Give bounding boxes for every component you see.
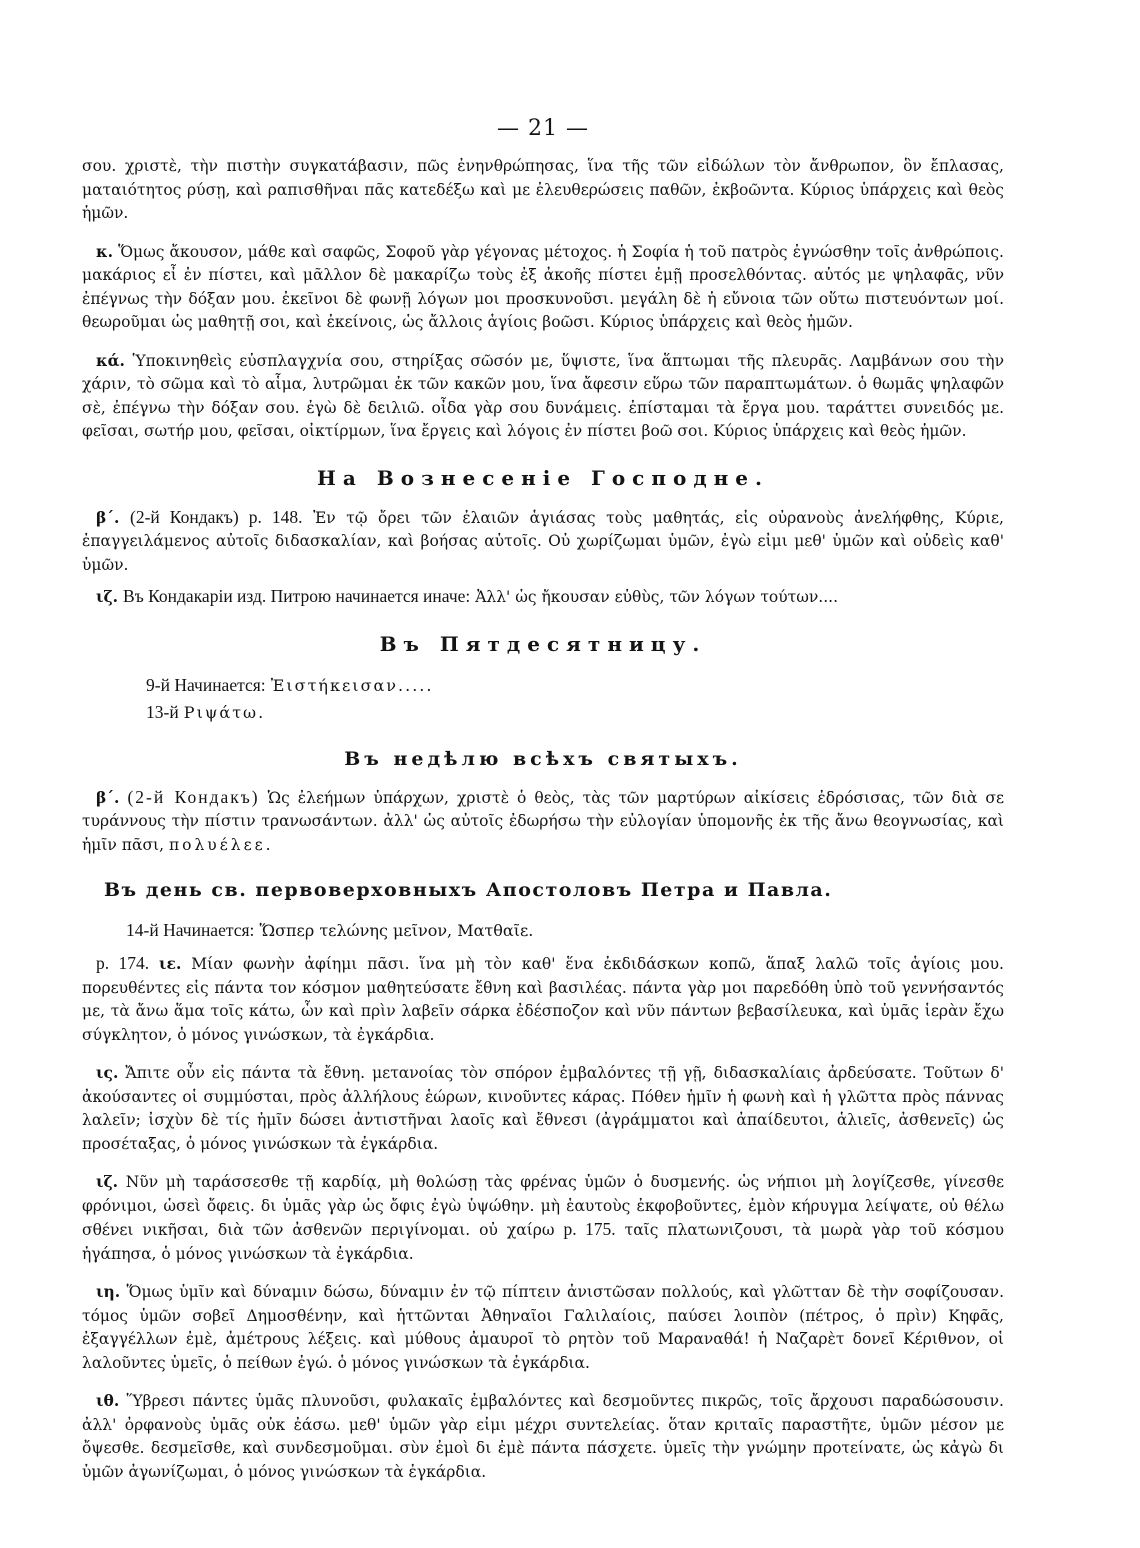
paragraph-text: Ὅμως ἄκουσον, μάθε καὶ σαφῶς, Σοφοῦ γὰρ γέγονας μέτοχος. ἡ Σοφία ἡ τοῦ πατρὸς ἐγνώσθην τοῖς ἀνθρώποις. μακάριος εἶ ἐν πίστει, καὶ μᾶλλον δὲ μακαρίζω τοὺς ἐξ ἀκοῆς πίστει ἐμῇ προσελθόντας. αὐτός με ψηλαφᾶς, νῦν ἐπέγνως τὴν δόξαν μου. ἐκεῖνοι δὲ φωνῇ λόγων μοι προσκυνοῦσι. μεγάλη δὲ ἡ εὔνοια τῶν οὕτω πιστευόντων μοί. θεωροῦμαι ὡς μαθητῇ σοι, καὶ ἐκείνοις, ὡς ἄλλοις ἁγίοις βοῶσι. Κύριος ὑπάρχεις καὶ θεὸς ἡμῶν. bbox=[82, 242, 1004, 331]
incipit-text: Ὥσπερ τελώνης μεῖνον, Ματθαῖε. bbox=[259, 921, 534, 940]
section-heading-apostles: Въ день св. первоверховныхъ Апостоловъ Петра и Павла. bbox=[104, 879, 833, 901]
paragraph-text-continued: ταῖς πλατωνιζουσι, τὰ μωρὰ γὰρ τοῦ κόσμου ἠγάπησα, ὁ μόνος γινώσκων τὰ ἐγκάρδια. bbox=[82, 1221, 1004, 1263]
paragraph-iota-theta bbox=[82, 1389, 1004, 1484]
incipit-line-9 bbox=[146, 672, 1004, 699]
page-number: — 21 — bbox=[497, 116, 589, 141]
stanza-number: ιζ. bbox=[96, 587, 119, 606]
kontakion-reference: (2-й Кондакъ) р. 148. bbox=[130, 506, 303, 527]
paragraph-text: σου. χριστὲ, τὴν πιστὴν συγκατάβασιν, πῶς ἐνηνθρώπησας, ἵνα τῆς τῶν εἰδώλων τὸν ἄνθρωπον, ὃν ἔπλασας, ματαιότητος ρύσῃ, καὶ ραπισθῆναι πᾶς κατεδέξω καὶ με ἐλευθερώσεις παθῶν, ἐκβοῶντα. Κύριος ὑπάρχεις καὶ θεὸς ἡμῶν. bbox=[82, 157, 1004, 222]
paragraph-iota-eta bbox=[82, 1280, 1004, 1375]
paragraph-iota-epsilon bbox=[82, 952, 1004, 1047]
section-heading-ascension: На Вознесеніе Господне. bbox=[317, 465, 769, 490]
incipit-text: Ριψάτω. bbox=[183, 702, 266, 722]
stanza-number: ις. bbox=[96, 1063, 119, 1082]
incipit-label: 9-й Начинается: bbox=[146, 674, 266, 695]
paragraph-iota-zeta bbox=[82, 1170, 1004, 1266]
incipit-label: 14-й Начинается: bbox=[126, 920, 255, 940]
paragraph-text: Μίαν φωνὴν ἀφίημι πᾶσι. ἵνα μὴ τὸν καθ' ἕνα ἐκδιδάσκων κοπῶ, ἅπαξ λαλῶ τοῖς ἁγίοις μου. πορευθέντες εἰς πάντα τον κόσμον μαθητεύσατε ἔθνη καὶ βασιλέας. πάντα γὰρ μοι παρεδόθη ὑπὸ τοῦ γεννήσαντός με, τὰ ἄνω ἅμα τοῖς κάτω, ὧν καὶ πρὶν λαβεῖν σάρκα ἐδέσποζον καὶ νῦν πάντων βεβασίλευκα, καὶ ὑμᾶς ἱερὰν ἔχω σύγκλητον, ὁ μόνος γινώσκων, τὰ ἐγκάρδια. bbox=[82, 955, 1004, 1044]
paragraph-pitra-note bbox=[82, 585, 1004, 610]
stanza-number: ιθ. bbox=[96, 1391, 120, 1410]
incipit-line-14 bbox=[126, 917, 1004, 944]
stanza-number: κά. bbox=[96, 350, 125, 370]
stanza-number: β΄. bbox=[96, 787, 120, 807]
section-heading-all-saints: Въ недѣлю всѣхъ святыхъ. bbox=[344, 747, 742, 770]
paragraph-iota-stigma bbox=[82, 1061, 1004, 1156]
paragraph-all-saints-kontakion bbox=[82, 786, 1004, 858]
stanza-number: β΄. bbox=[96, 507, 120, 527]
paragraph-kappa-alpha bbox=[82, 349, 1004, 444]
incipit-label: 13-й bbox=[146, 701, 179, 722]
paragraph-tail: πολυέλεε. bbox=[168, 835, 274, 854]
paragraph-ascension-kontakion bbox=[82, 506, 1004, 578]
paragraph-1 bbox=[82, 155, 1004, 226]
page-reference: р. 174. bbox=[96, 953, 150, 973]
incipit-text: Ἐιστήκεισαν..... bbox=[270, 675, 434, 695]
paragraph-text: Ἐν τῷ ὄρει τῶν ἐλαιῶν ἁγιάσας τοὺς μαθητάς, εἰς οὐρανοὺς ἀνελήφθης, Κύριε, ἐπαγγειλάμενος αὐτοῖς διδασκαλίαν, καὶ βοήσας αὐτοῖς. Οὐ χωρίζωμαι ὑμῶν, ἐγὼ εἰμι μεθ' ὑμῶν καὶ οὐδεὶς καθ' ὑμῶν. bbox=[82, 508, 1004, 574]
stanza-number: ιζ. bbox=[96, 1172, 119, 1191]
paragraph-text: Ἄπιτε οὖν εἰς πάντα τὰ ἔθνη. μετανοίας τὸν σπόρον ἐμβαλόντες τῇ γῇ, διδασκαλίαις ἀρδεύσατε. Τοῦτων δ' ἀκούσαντες οἱ συμμύσται, πρὸς ἀλλήλους ἑώρων, κινοῦντες κάρας. Πόθεν ἡμῖν ἡ φωνὴ καὶ ἡ γλῶττα πρὸς πάννας λαλεῖν; ἰσχὺν δὲ τίς ἡμῖν δώσει ἀντιστῆναι λαοῖς καὶ ἔθνεσι (ἀγράμματοι καὶ ἀπαίδευτοι, ἁλιεῖς, ἀσθενεῖς) ὡς προσέταξας, ὁ μόνος γινώσκων τὰ ἐγκάρδια. bbox=[82, 1064, 1004, 1153]
stanza-number: ιε. bbox=[159, 954, 182, 973]
paragraph-text: Ἀλλ' ὡς ἤκουσαν εὐθὺς, τῶν λόγων τούτων.... bbox=[475, 588, 838, 606]
paragraph-text: Ὕβρεσι πάντες ὑμᾶς πλυνοῦσι, φυλακαῖς ἐμβαλόντες καὶ δεσμοῦντες πικρῶς, τοῖς ἄρχουσι παραδώσουσιν. ἀλλ' ὀρφανοὺς ὑμᾶς οὐκ ἐάσω. μεθ' ὑμῶν γὰρ εἰμι μέχρι συντελείας. ὅταν κριταῖς παραστῆτε, ὑμῶν μέσον με ὄψεσθε. δεσμεῖσθε, καὶ συνδεσμοῦμαι. σὺν ἐμοὶ δι ἐμὲ πάντα πάσχετε. ὑμεῖς τὴν γνώμην προτείνατε, ὡς κἀγὼ δι ὑμῶν ἀγωνίζωμαι, ὁ μόνος γινώσκων τὰ ἐγκάρδια. bbox=[82, 1392, 1004, 1481]
paragraph-text: Ὡς ἐλεήμων ὑπάρχων, χριστὲ ὁ θεὸς, τὰς τῶν μαρτύρων αἰκίσεις ἐδρόσισας, τῶν διὰ σε τυράννους τὴν πίστιν τρανωσάντων. ἀλλ' ὡς αὐτοῖς ἐδωρήσω τὴν εὐλογίαν ὑπομονῆς ἐκ τῆς ἄνω θεογνωσίας, καὶ ἡμῖν πᾶσι, bbox=[82, 788, 1004, 854]
paragraph-text: Ὅμως ὑμῖν καὶ δύναμιν δώσω, δύναμιν ἐν τῷ πίπτειν ἀνιστῶσαν πολλούς, καὶ γλῶτταν δὲ τὴν σοφίζουσαν. τόμος ὑμῶν σοβεῖ Δημοσθένην, καὶ ἡττῶνται Ἀθηναῖοι Γαλιλαίοις, παύσει λοιπὸν (πέτρος, ὁ πρὶν) Κηφᾶς, ἐξαγγέλλων ἐμὲ, ἀμέτρους λέξεις. καὶ μύθους ἀμαυροῖ τὸ ρητὸν τοῦ Μαραναθά! ἡ Ναζαρὲτ δονεῖ Κέριθνον, οἱ λαλοῦντες ὑμεῖς, ὁ πείθων ἐγώ. ὁ μόνος γινώσκων τὰ ἐγκάρδια. bbox=[82, 1283, 1004, 1372]
paragraph-text: Ὑποκινηθεὶς εὐσπλαγχνία σου, στηρίξας σῶσόν με, ὕψιστε, ἵνα ἅπτωμαι τῆς πλευρᾶς. Λαμβάνων σου τὴν χάριν, τὸ σῶμα καὶ τὸ αἷμα, λυτρῶμαι ἐκ τῶν κακῶν μου, ἵνα ἄφεσιν εὕρω τῶν παραπτωμάτων. ὁ θωμᾶς ψηλαφῶν σὲ, ἐπέγνω τὴν δόξαν σου. ἐγὼ δὲ δειλιῶ. οἶδα γὰρ σου δυνάμεις. ἐπίσταμαι τὰ ἔργα μου. ταράττει συνειδός με. φεῖσαι, σωτήρ μου, φεῖσαι, οἰκτίρμων, ἵνα ἔργεις καὶ λόγοις ἐν πίστει βοῶ σοι. Κύριος ὑπάρχεις καὶ θεὸς ἡμῶν. bbox=[82, 351, 1004, 440]
section-heading-pentecost: Въ Пятдесятницу. bbox=[379, 631, 707, 656]
document-page bbox=[82, 116, 1004, 1484]
stanza-number: κ. bbox=[96, 241, 114, 261]
page-reference: р. 175. bbox=[563, 1219, 616, 1239]
kontakion-reference: (2-й Кондакъ) bbox=[127, 786, 260, 807]
stanza-number: ιη. bbox=[96, 1282, 121, 1301]
paragraph-text: Νῦν μὴ ταράσσεσθε τῇ καρδίᾳ, μὴ θολώσῃ τὰς φρένας ὑμῶν ὁ δυσμενής. ὡς νήπιοι μὴ λογίζεσθε, γίνεσθε φρόνιμοι, ὡσεὶ ὄφεις. δι ὑμᾶς γὰρ ὡς ὄφις ἐγὼ ὑψώθην. μὴ ἑαυτοὺς ἐκφοβοῦντες, ἐμὸν κήρυγμα λείψατε, οὐ θέλω σθένει νικῆσαι, διὰ τῶν ἀσθενῶν περιγίνομαι. οὐ χαίρω bbox=[82, 1173, 1004, 1239]
note-text: Въ Кондакаріи изд. Питрою начинается иначе: bbox=[123, 586, 471, 606]
incipit-line-13 bbox=[146, 699, 1004, 726]
paragraph-kappa bbox=[82, 240, 1004, 335]
